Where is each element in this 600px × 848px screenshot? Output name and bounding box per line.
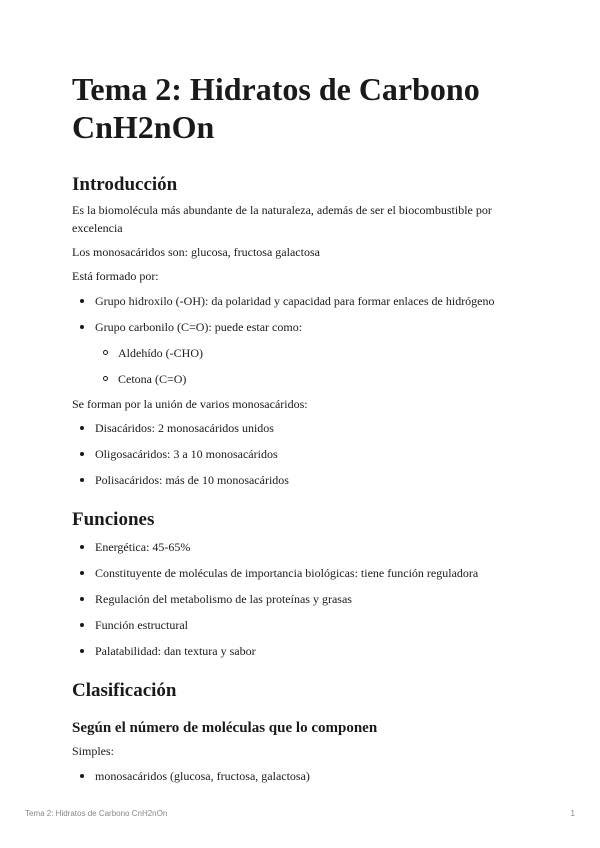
page-footer xyxy=(25,809,575,818)
section-heading-funciones: Funciones xyxy=(72,509,155,530)
document-page xyxy=(72,70,532,784)
section-heading-clasificacion: Clasificación xyxy=(72,680,177,701)
list-item: Aldehído (-CHO) xyxy=(95,345,532,361)
intro-paragraph-3: Está formado por: xyxy=(72,269,159,283)
simples-list xyxy=(72,768,532,784)
list-item: Energética: 45-65% xyxy=(72,539,532,555)
list-item: Constituyente de moléculas de importancia biológicas: tiene función reguladora xyxy=(72,565,532,581)
list-item: Polisacáridos: más de 10 monosacáridos xyxy=(72,472,532,488)
unions-list xyxy=(72,420,532,488)
funciones-list xyxy=(72,539,532,659)
section-heading-introduccion: Introducción xyxy=(72,174,178,195)
subsection-heading: Según el número de moléculas que lo componen xyxy=(72,720,378,736)
list-item: Disacáridos: 2 monosacáridos unidos xyxy=(72,420,532,436)
list-item: Oligosacáridos: 3 a 10 monosacáridos xyxy=(72,446,532,462)
groups-list xyxy=(72,293,532,335)
intro-paragraph-1: Es la biomolécula más abundante de la naturaleza, además de ser el biocombustible por excelencia xyxy=(72,203,492,235)
list-item: Cetona (C=O) xyxy=(95,371,532,387)
intro-paragraph-2: Los monosacáridos son: glucosa, fructosa galactosa xyxy=(72,245,320,259)
list-item: monosacáridos (glucosa, fructosa, galactosa) xyxy=(72,768,532,784)
intro-paragraph-4: Se forman por la unión de varios monosacáridos: xyxy=(72,397,308,411)
list-item: Grupo carbonilo (C=O): puede estar como: xyxy=(72,319,532,335)
document-title: Tema 2: Hidratos de Carbono CnH2nOn xyxy=(72,71,480,145)
carbonyl-forms-list xyxy=(95,345,532,387)
list-item: Función estructural xyxy=(72,617,532,633)
simples-label: Simples: xyxy=(72,744,115,758)
list-item: Palatabilidad: dan textura y sabor xyxy=(72,643,532,659)
footer-title: Tema 2: Hidratos de Carbono CnH2nOn xyxy=(25,809,168,818)
list-item: Grupo hidroxilo (-OH): da polaridad y capacidad para formar enlaces de hidrógeno xyxy=(72,293,532,309)
page-number: 1 xyxy=(570,809,575,818)
list-item: Regulación del metabolismo de las proteínas y grasas xyxy=(72,591,532,607)
